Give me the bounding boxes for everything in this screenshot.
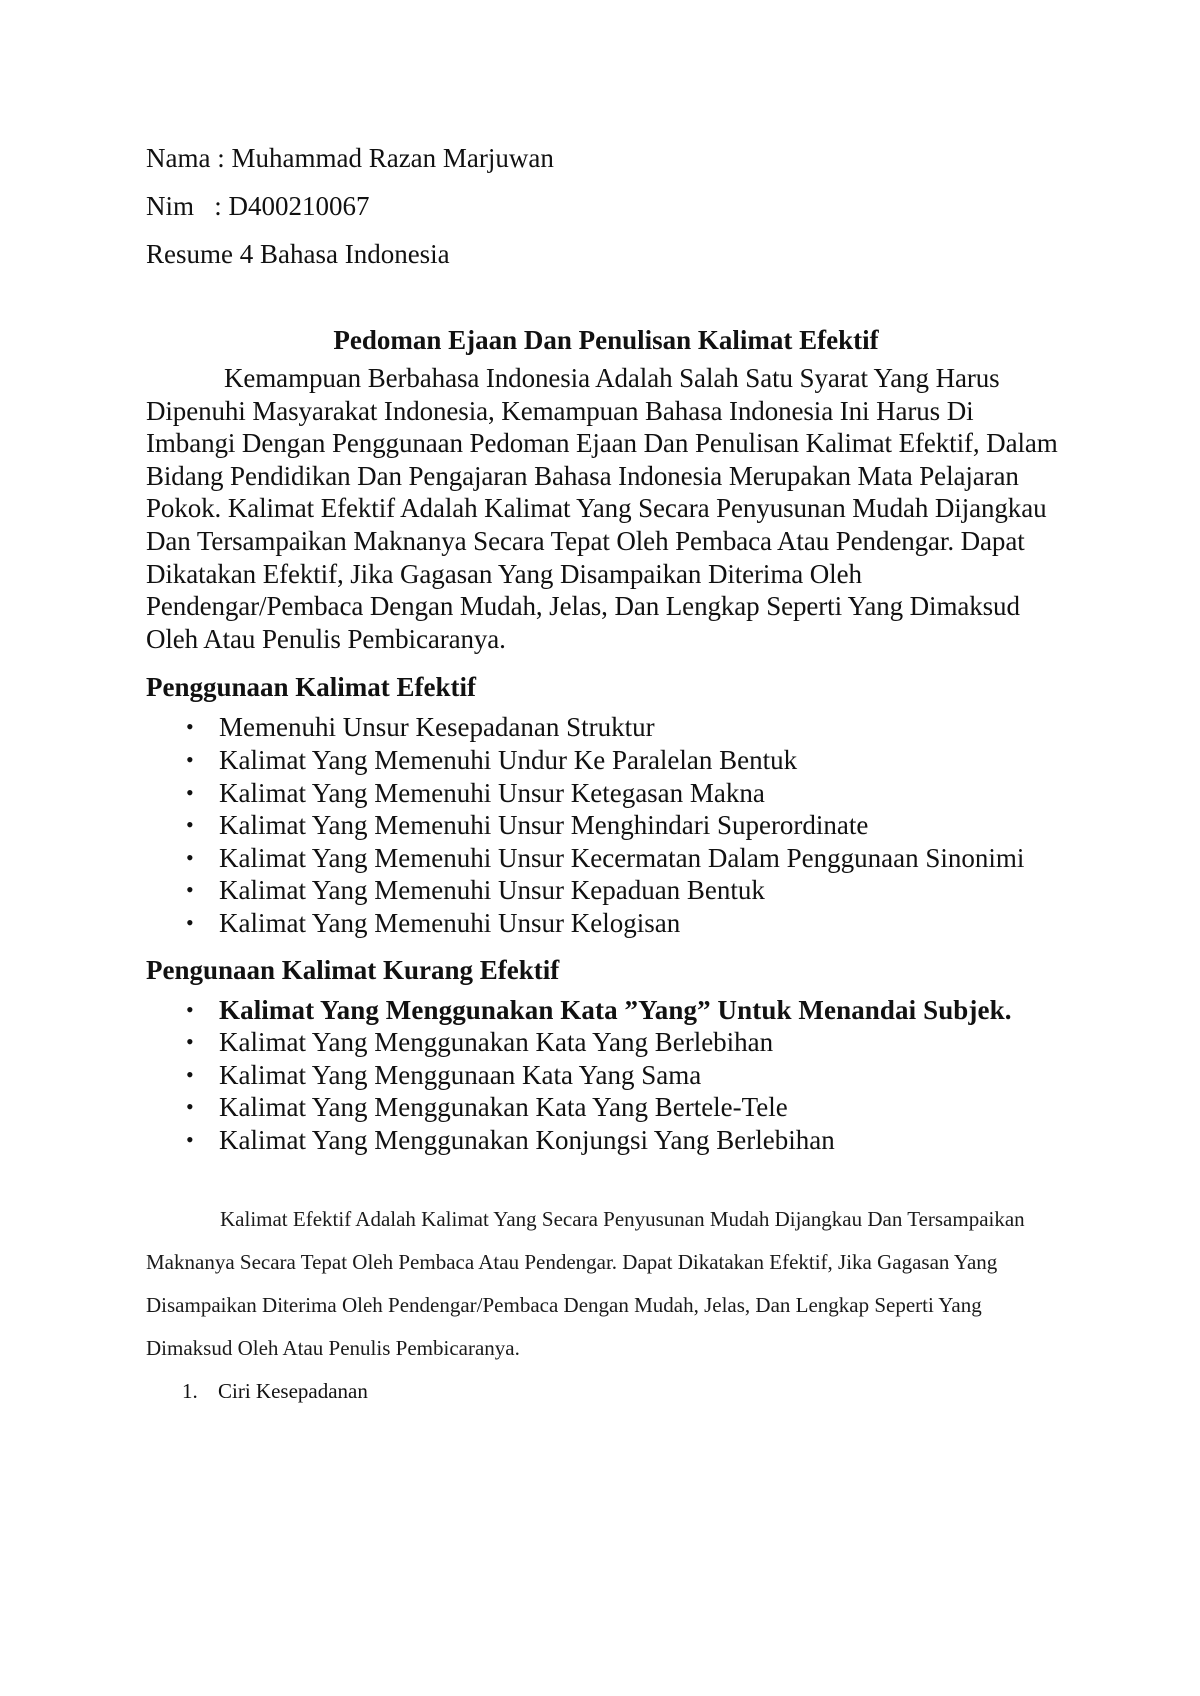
numbered-list: [146, 1378, 1066, 1405]
list-item: [146, 744, 1066, 777]
list-item-text: Memenuhi Unsur Kesepadanan Struktur: [219, 712, 655, 743]
bullet-icon: •: [186, 1094, 194, 1120]
bullet-icon: •: [186, 996, 194, 1022]
list-item: [146, 1059, 1066, 1092]
list-item-text: Kalimat Yang Memenuhi Unsur Ketegasan Makna: [219, 777, 765, 808]
bullet-icon: •: [186, 779, 194, 805]
list-item: [146, 809, 1066, 842]
student-info: [146, 140, 1066, 272]
list-item: [146, 777, 1066, 810]
list-item-text: Kalimat Yang Menggunaan Kata Yang Sama: [219, 1059, 702, 1090]
intro-paragraph: Kemampuan Berbahasa Indonesia Adalah Salah Satu Syarat Yang Harus Dipenuhi Masyarakat Indonesia, Kemampuan Bahasa Indonesia Ini Harus Di Imbangi Dengan Penggunaan Pedoman Ejaan Dan Penulisan Kalimat Efektif, Dalam Bidang Pendidikan Dan Pengajaran Bahasa Indonesia Merupakan Mata Pelajaran Pokok. Kalimat Efektif Adalah Kalimat Yang Secara Penyusunan Mudah Dijangkau Dan Tersampaikan Maknanya Secara Tepat Oleh Pembaca Atau Pendengar. Dapat Dikatakan Efektif, Jika Gagasan Yang Disampaikan Diterima Oleh Pendengar/Pembaca Dengan Mudah, Jelas, Dan Lengkap Seperti Yang Dimaksud Oleh Atau Penulis Pembicaranya.: [146, 363, 1058, 654]
list-item: [146, 1091, 1066, 1124]
section-heading-kurang-efektif: Pengunaan Kalimat Kurang Efektif: [146, 954, 560, 985]
document-content: [146, 140, 1066, 1405]
summary-paragraph: Maknanya Secara Tepat Oleh Pembaca Atau Pendengar. Dapat Dikatakan Efektif, Jika Gagasan Yang: [146, 1250, 998, 1275]
numbered-list-item: [146, 1378, 1066, 1405]
resume-label: Resume 4 Bahasa Indonesia: [146, 239, 450, 269]
bullet-icon: •: [186, 1029, 194, 1055]
bullet-icon: •: [186, 714, 194, 740]
bullet-icon: •: [186, 1061, 194, 1087]
bullet-icon: •: [186, 909, 194, 935]
list-item: [146, 907, 1066, 940]
list-item: [146, 1124, 1066, 1157]
student-name: Nama : Muhammad Razan Marjuwan: [146, 143, 554, 173]
list-item-text: Kalimat Yang Memenuhi Unsur Kelogisan: [219, 907, 681, 938]
document-title: Pedoman Ejaan Dan Penulisan Kalimat Efektif: [333, 325, 879, 355]
list-item: [146, 1026, 1066, 1059]
student-nim: Nim : D400210067: [146, 191, 370, 221]
list-item-text: Kalimat Yang Memenuhi Unsur Menghindari Superordinate: [219, 810, 869, 841]
list-item-text: Kalimat Yang Memenuhi Unsur Kepaduan Bentuk: [219, 875, 765, 906]
bullet-icon: •: [186, 877, 194, 903]
list-item-text: Kalimat Yang Memenuhi Unsur Kecermatan Dalam Penggunaan Sinonimi: [219, 842, 1025, 873]
list-item: [146, 994, 1066, 1027]
summary-paragraph: Dimaksud Oleh Atau Penulis Pembicaranya.: [146, 1336, 520, 1361]
list-item-text: Kalimat Yang Menggunakan Kata Yang Bertele-Tele: [219, 1092, 788, 1123]
list-item-text: Kalimat Yang Memenuhi Undur Ke Paralelan Bentuk: [219, 744, 798, 775]
summary-block: [146, 1206, 1066, 1405]
bullet-icon: •: [186, 844, 194, 870]
list-number: 1.: [182, 1379, 198, 1404]
numbered-item-text: Ciri Kesepadanan: [218, 1379, 368, 1404]
list-item-text: Kalimat Yang Menggunakan Kata ”Yang” Untuk Menandai Subjek.: [219, 994, 1012, 1025]
bullet-icon: •: [186, 812, 194, 838]
section-heading-efektif: Penggunaan Kalimat Efektif: [146, 672, 477, 703]
bullet-icon: •: [186, 1126, 194, 1152]
list-kalimat-efektif: [146, 711, 1066, 939]
bullet-icon: •: [186, 746, 194, 772]
summary-paragraph: Kalimat Efektif Adalah Kalimat Yang Secara Penyusunan Mudah Dijangkau Dan Tersampaikan: [220, 1207, 1025, 1232]
list-kalimat-kurang-efektif: [146, 994, 1066, 1157]
list-item-text: Kalimat Yang Menggunakan Kata Yang Berlebihan: [219, 1027, 774, 1058]
list-item-text: Kalimat Yang Menggunakan Konjungsi Yang Berlebihan: [219, 1124, 835, 1155]
list-item: [146, 874, 1066, 907]
list-item: [146, 842, 1066, 875]
summary-paragraph: Disampaikan Diterima Oleh Pendengar/Pembaca Dengan Mudah, Jelas, Dan Lengkap Seperti Yang: [146, 1293, 982, 1318]
list-item: [146, 711, 1066, 744]
